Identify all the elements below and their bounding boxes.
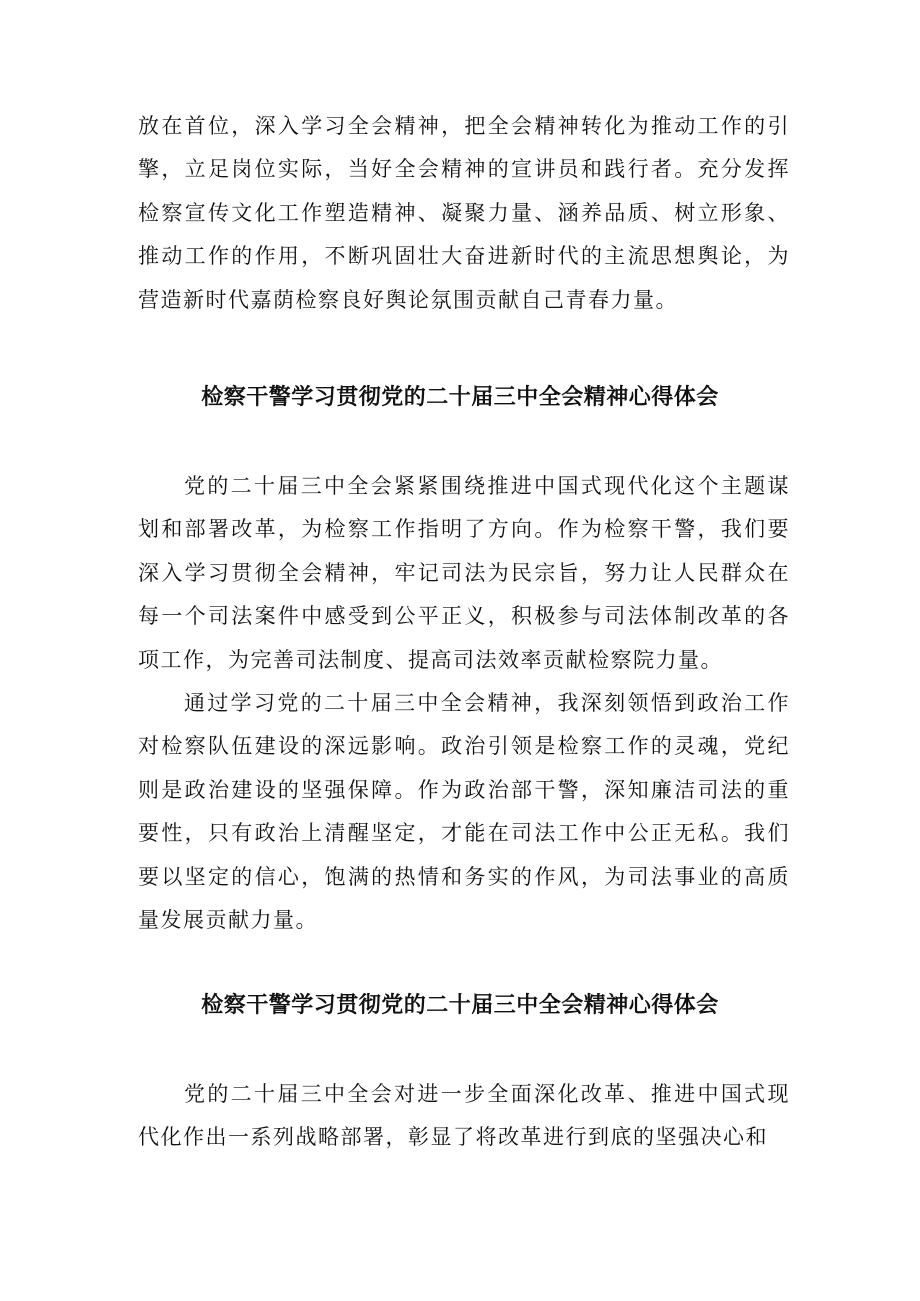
article-title: 检察干警学习贯彻党的二十届三中全会精神心得体会 — [201, 385, 719, 410]
article-2-body — [138, 1073, 790, 1160]
body-paragraph: 通过学习党的二十届三中全会精神，我深刻领悟到政治工作对检察队伍建设的深远影响。政治引领是检察工作的灵魂，党纪则是政治建设的坚强保障。作为政治部干警，深知廉洁司法的重要性，只有政治上清醒坚定，才能在司法工作中公正无私。我们要以坚定的信心，饱满的热情和务实的作风，为司法事业的高质量发展贡献力量。 — [138, 691, 790, 933]
intro-section — [138, 105, 790, 322]
article-1-body — [138, 465, 790, 942]
body-paragraph: 放在首位，深入学习全会精神，把全会精神转化为推动工作的引擎，立足岗位实际，当好全会精神的宣讲员和践行者。充分发挥检察宣传文化工作塑造精神、凝聚力量、涵养品质、树立形象、推动工作的作用，不断巩固壮大奋进新时代的主流思想舆论，为营造新时代嘉荫检察良好舆论氛围贡献自己青春力量。 — [138, 114, 790, 312]
body-paragraph: 党的二十届三中全会紧紧围绕推进中国式现代化这个主题谋划和部署改革，为检察工作指明了方向。作为检察干警，我们要深入学习贯彻全会精神，牢记司法为民宗旨，努力让人民群众在每一个司法案件中感受到公平正义，积极参与司法体制改革的各项工作，为完善司法制度、提高司法效率贡献检察院力量。 — [138, 474, 790, 672]
body-paragraph: 党的二十届三中全会对进一步全面深化改革、推进中国式现代化作出一系列战略部署，彰显了将改革进行到底的坚强决心和 — [138, 1082, 790, 1150]
article-title: 检察干警学习贯彻党的二十届三中全会精神心得体会 — [201, 993, 719, 1018]
